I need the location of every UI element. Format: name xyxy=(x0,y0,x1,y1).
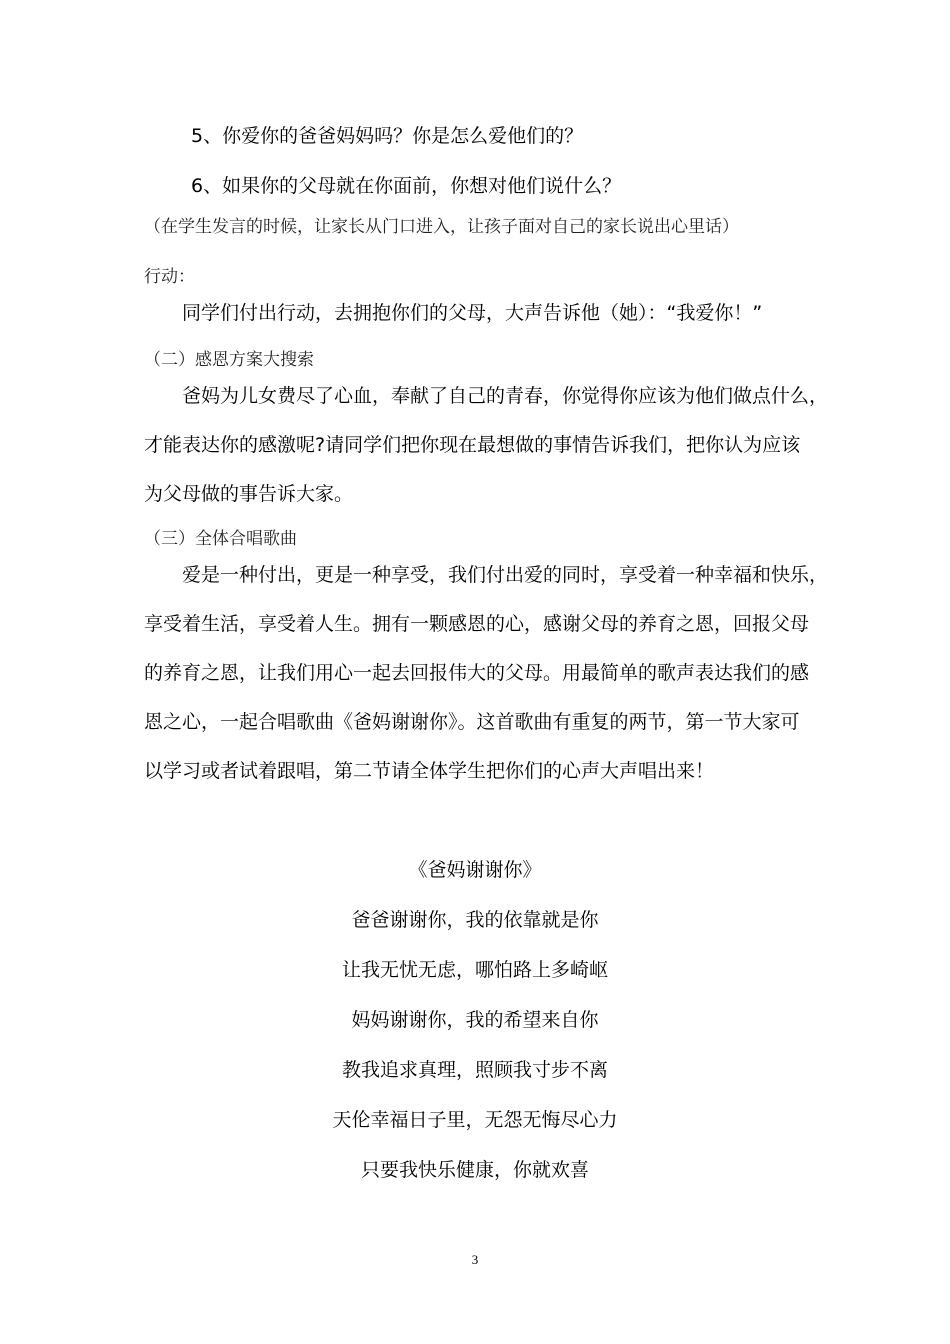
section-3-line-3: 的养育之恩，让我们用心一起去回报伟大的父母。用最简单的歌声表达我们的感 xyxy=(144,662,810,684)
page-number: 3 xyxy=(471,1252,479,1267)
section-3-heading: （三）全体合唱歌曲 xyxy=(144,529,297,549)
lyric-line-3: 妈妈谢谢你，我的希望来自你 xyxy=(351,1009,599,1031)
teacher-note: （在学生发言的时候，让家长从门口进入，让孩子面对自己的家长说出心里话） xyxy=(144,217,739,237)
lyric-line-6: 只要我快乐健康，你就欢喜 xyxy=(360,1159,589,1181)
question-6: 6、如果你的父母就在你面前，你想对他们说什么？ xyxy=(191,175,622,197)
section-3-line-4: 恩之心，一起合唱歌曲《爸妈谢谢你》。这首歌曲有重复的两节，第一节大家可 xyxy=(144,711,800,733)
section-2-line-3: 为父母做的事告诉大家。 xyxy=(144,483,354,505)
section-3-line-1: 爱是一种付出，更是一种享受，我们付出爱的同时，享受着一种幸福和快乐， xyxy=(182,564,829,586)
song-title: 《爸妈谢谢你》 xyxy=(408,859,542,881)
lyric-line-5: 天伦幸福日子里，无怨无悔尽心力 xyxy=(332,1109,618,1131)
section-2-heading: （二）感恩方案大搜索 xyxy=(144,350,314,370)
question-5: 5、你爱你的爸爸妈妈吗？你是怎么爱他们的？ xyxy=(191,125,584,147)
section-3-line-2: 享受着生活，享受着人生。拥有一颗感恩的心，感谢父母的养育之恩，回报父母 xyxy=(144,613,810,635)
section-2-line-1: 爸妈为儿女费尽了心血，奉献了自己的青春，你觉得你应该为他们做点什么， xyxy=(182,385,829,407)
section-2-line-2: 才能表达你的感激呢?请同学们把你现在最想做的事情告诉我们，把你认为应该 xyxy=(144,434,801,456)
section-3-line-5: 以学习或者试着跟唱，第二节请全体学生把你们的心声大声唱出来！ xyxy=(144,760,715,782)
action-text: 同学们付出行动，去拥抱你们的父母，大声告诉他（她）：“我爱你！” xyxy=(182,302,763,324)
lyric-line-2: 让我无忧无虑，哪怕路上多崎岖 xyxy=(341,959,608,981)
lyric-line-1: 爸爸谢谢你，我的依靠就是你 xyxy=(351,909,599,931)
action-label: 行动： xyxy=(144,267,195,287)
lyric-line-4: 教我追求真理，照顾我寸步不离 xyxy=(341,1059,608,1081)
